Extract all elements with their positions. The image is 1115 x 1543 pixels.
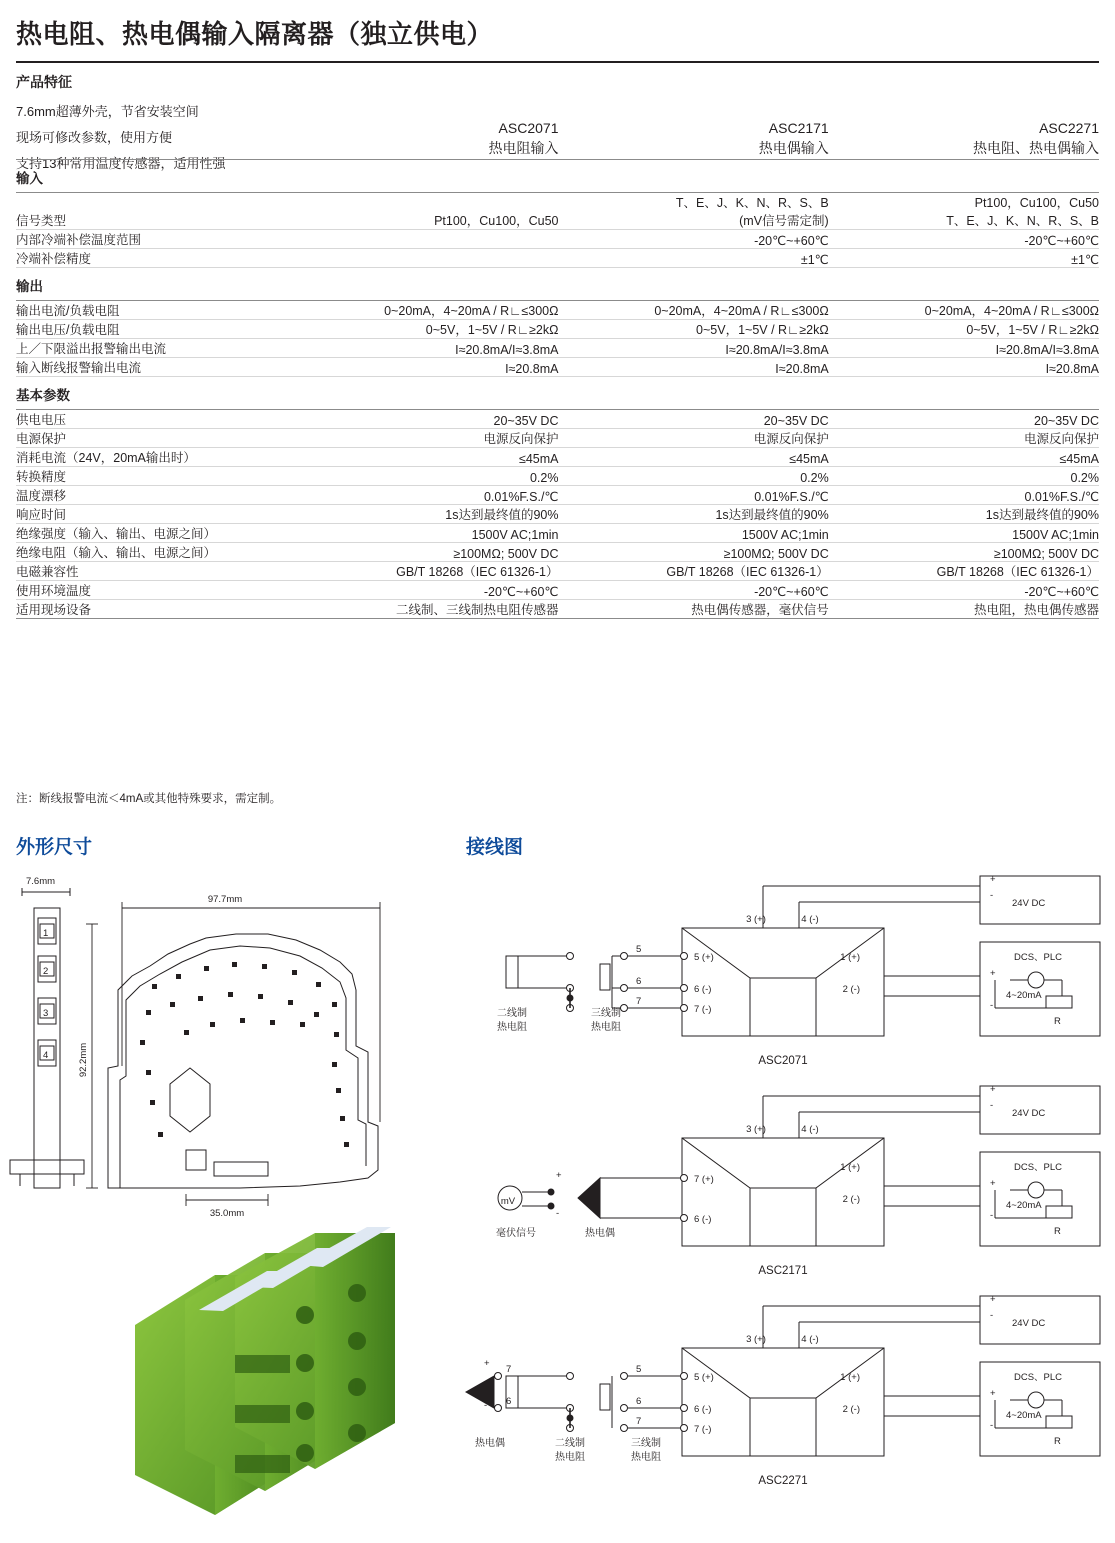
row-value: 1s达到最终值的90% [558,504,828,523]
power-label: 24V DC [1012,1108,1046,1119]
table-row [16,542,1099,561]
section-title: 输出 [16,267,288,300]
row-value [288,229,558,248]
table-footnote: 注：断线报警电流＜4mA或其他特殊要求，需定制。 [16,793,282,805]
dim-length-label: 97.7mm [207,894,243,905]
load-box-label: DCS、PLC [1014,952,1063,963]
output-label: 4~20mA [1006,1410,1042,1421]
section-fill [558,267,828,300]
column-type: 热电阻输入 [488,140,559,157]
wiring-heading: 接线图 [466,837,524,858]
terminal-2-minus: 2 (-) [842,984,860,995]
row-value: 20~35V DC [288,409,558,428]
mv-minus: - [556,1208,560,1219]
diagram-model-3: ASC2271 [758,1475,808,1487]
row-value: 0.2% [288,466,558,485]
row-value: I≈20.8mA/I≈3.8mA [558,338,828,357]
terminal-4-minus: 4 (-) [801,1334,819,1345]
row-label: 输出电压/负载电阻 [16,319,288,338]
src-label-tc3: 热电偶 [475,1438,505,1449]
terminal-2-minus: 2 (-) [842,1194,860,1205]
terminal-6-minus: 6 (-) [694,984,712,995]
terminal-number-4: 4 [43,1050,49,1061]
page-title: 热电阻、热电偶输入隔离器（独立供电） [16,19,494,49]
row-value: 电源反向保护 [558,428,828,447]
section-header-basic [16,376,1099,409]
power-minus: - [990,1100,994,1111]
power-plus: + [990,874,996,885]
row-value: 0~20mA，4~20mA / R∟≤300Ω [829,300,1099,319]
src2-label-b: 热电阻 [591,1022,621,1033]
tc-plus: + [484,1358,490,1369]
row-value: GB/T 18268（IEC 61326-1） [829,561,1099,580]
table-row [16,466,1099,485]
row-value: ≥100MΩ; 500V DC [558,542,828,561]
src1-label-a: 二线制 [497,1008,527,1019]
out-minus: - [990,1000,994,1011]
row-label: 绝缘强度（输入、输出、电源之间） [16,523,288,542]
table-row [16,580,1099,599]
section-fill [829,159,1099,192]
src1-label-b: 热电阻 [497,1022,527,1033]
table-row [16,300,1099,319]
row-value: 1500V AC;1min [558,523,828,542]
row-value: ≤45mA [829,447,1099,466]
row-value: -20℃~+60℃ [288,580,558,599]
dim-depth-label: 35.0mm [209,1208,245,1219]
load-symbol: R [1054,1226,1061,1237]
src-terminal-5: 5 [636,944,642,955]
product-photo [95,1215,425,1535]
feature-item: 现场可修改参数，使用方便 [16,130,173,145]
src4-label-b: 热电阻 [631,1452,661,1463]
table-row [16,447,1099,466]
row-value [288,192,558,229]
terminal-6-minus: 6 (-) [694,1214,712,1225]
terminal-3-plus: 3 (+) [746,1124,766,1135]
column-model: ASC2271 [1039,120,1099,136]
section-header-input [16,159,1099,192]
value-subline: T、E、J、K、N、R、S、B [946,213,1099,228]
title-divider [16,61,1099,63]
terminal-7-minus: 7 (-) [694,1424,712,1435]
row-value [558,192,828,229]
mv-symbol: mV [500,1196,516,1207]
table-row [16,357,1099,376]
row-value: 0.2% [829,466,1099,485]
value-line: Pt100，Cu100，Cu50 [974,195,1099,210]
diagram-model-2: ASC2171 [758,1265,808,1277]
section-fill [829,376,1099,409]
row-label: 适用现场设备 [16,599,288,618]
row-value: -20℃~+60℃ [829,580,1099,599]
row-value: ≤45mA [288,447,558,466]
row-value: GB/T 18268（IEC 61326-1） [288,561,558,580]
row-label: 电源保护 [16,428,288,447]
table-header-row [16,118,1099,159]
section-title: 基本参数 [16,376,288,409]
header-spacer [16,118,288,159]
load-symbol: R [1054,1016,1061,1027]
terminal-number-3: 3 [43,1008,49,1019]
power-plus: + [990,1294,996,1305]
row-value: 二线制、三线制热电阻传感器 [288,599,558,618]
terminal-7-plus: 7 (+) [694,1174,714,1185]
column-header-1 [288,118,558,159]
section-header-output [16,267,1099,300]
terminal-3-plus: 3 (+) [746,914,766,925]
row-value: 0~5V，1~5V / R∟≥2kΩ [558,319,828,338]
wiring-diagrams [450,868,1110,1528]
diagram-model-1: ASC2071 [758,1055,808,1067]
row-value: 1500V AC;1min [829,523,1099,542]
row-value: I≈20.8mA [558,357,828,376]
row-value: ≥100MΩ; 500V DC [829,542,1099,561]
src-label-mv: 毫伏信号 [496,1228,536,1239]
row-value: 0~5V，1~5V / R∟≥2kΩ [829,319,1099,338]
terminal-4-minus: 4 (-) [801,1124,819,1135]
src-terminal-7b: 7 [506,1364,512,1375]
row-value: 0.2% [558,466,828,485]
src3-label-a: 二线制 [555,1438,585,1449]
section-fill [558,376,828,409]
section-fill [558,159,828,192]
row-value: 0~20mA，4~20mA / R∟≤300Ω [288,300,558,319]
table-row [16,523,1099,542]
out-plus: + [990,968,996,979]
terminal-7-minus: 7 (-) [694,1004,712,1015]
row-value: ≥100MΩ; 500V DC [288,542,558,561]
row-value: 电源反向保护 [829,428,1099,447]
row-label: 使用环境温度 [16,580,288,599]
row-value: 20~35V DC [558,409,828,428]
row-value: I≈20.8mA [288,357,558,376]
terminal-6-minus: 6 (-) [694,1404,712,1415]
terminal-1-plus: 1 (+) [840,952,860,963]
feature-item: 支持13种常用温度传感器，适用性强 [16,156,226,171]
out-plus: + [990,1178,996,1189]
row-value: ≤45mA [558,447,828,466]
spec-table-wrapper [16,118,1099,619]
power-label: 24V DC [1012,898,1046,909]
feature-item: 7.6mm超薄外壳，节省安装空间 [16,104,199,119]
row-value: ±1℃ [558,248,828,267]
table-row [16,561,1099,580]
row-value: 热电阻，热电偶传感器 [829,599,1099,618]
row-label: 输入断线报警输出电流 [16,357,288,376]
column-header-2 [558,118,828,159]
row-value: I≈20.8mA/I≈3.8mA [829,338,1099,357]
table-row [16,192,1099,229]
row-value: 1s达到最终值的90% [829,504,1099,523]
column-model: ASC2071 [498,120,559,136]
load-box-label: DCS、PLC [1014,1372,1063,1383]
output-label: 4~20mA [1006,1200,1042,1211]
section-fill [288,376,558,409]
row-label: 输出电流/负载电阻 [16,300,288,319]
column-type: 热电偶输入 [758,140,829,157]
table-row [16,319,1099,338]
section-fill [829,267,1099,300]
row-value: 0~20mA，4~20mA / R∟≤300Ω [558,300,828,319]
power-plus: + [990,1084,996,1095]
row-value: 0.01%F.S./℃ [288,485,558,504]
row-label: 转换精度 [16,466,288,485]
row-value: I≈20.8mA/I≈3.8mA [288,338,558,357]
value-line: Pt100，Cu100，Cu50 [434,213,559,228]
terminal-1-plus: 1 (+) [840,1162,860,1173]
row-value: GB/T 18268（IEC 61326-1） [558,561,828,580]
value-line: T、E、J、K、N、R、S、B [675,195,829,210]
output-label: 4~20mA [1006,990,1042,1001]
row-label: 上／下限溢出报警输出电流 [16,338,288,357]
row-label: 绝缘电阻（输入、输出、电源之间） [16,542,288,561]
row-label: 供电电压 [16,409,288,428]
column-header-3 [829,118,1099,159]
row-value: 电源反向保护 [288,428,558,447]
tc-minus: - [484,1400,488,1411]
table-row [16,428,1099,447]
row-label: 电磁兼容性 [16,561,288,580]
mv-plus: + [556,1170,562,1181]
value-subline: (mV信号需定制) [739,213,829,228]
src-terminal-7: 7 [636,1416,642,1427]
terminal-5-plus: 5 (+) [694,1372,714,1383]
dim-width-label: 7.6mm [26,876,56,887]
row-value: -20℃~+60℃ [558,229,828,248]
column-type: 热电阻、热电偶输入 [973,140,1099,157]
dim-height-label: 92.2mm [78,1042,89,1078]
section-fill [288,159,558,192]
src2-label-a: 三线制 [591,1008,621,1019]
src-terminal-6: 6 [636,1396,642,1407]
table-row [16,229,1099,248]
table-row [16,409,1099,428]
row-value: 20~35V DC [829,409,1099,428]
terminal-5-plus: 5 (+) [694,952,714,963]
table-row [16,485,1099,504]
row-value: 0.01%F.S./℃ [829,485,1099,504]
row-value: ±1℃ [829,248,1099,267]
row-value: 热电偶传感器，毫伏信号 [558,599,828,618]
src3-label-b: 热电阻 [555,1452,585,1463]
terminal-number-2: 2 [43,966,49,977]
power-label: 24V DC [1012,1318,1046,1329]
row-label: 响应时间 [16,504,288,523]
power-minus: - [990,1310,994,1321]
row-label: 内部冷端补偿温度范围 [16,229,288,248]
table-row [16,248,1099,267]
section-title: 输入 [16,159,288,192]
row-value [288,248,558,267]
src-terminal-5: 5 [636,1364,642,1375]
row-value: -20℃~+60℃ [558,580,828,599]
row-value: 0.01%F.S./℃ [558,485,828,504]
column-model: ASC2171 [768,120,829,136]
row-value: -20℃~+60℃ [829,229,1099,248]
row-label: 消耗电流（24V，20mA输出时） [16,447,288,466]
out-plus: + [990,1388,996,1399]
row-value: 0~5V，1~5V / R∟≥2kΩ [288,319,558,338]
terminal-4-minus: 4 (-) [801,914,819,925]
table-row [16,599,1099,618]
dimension-drawing [0,870,460,1240]
src-label-tc: 热电偶 [585,1228,615,1239]
out-minus: - [990,1420,994,1431]
row-label: 信号类型 [16,192,288,229]
out-minus: - [990,1210,994,1221]
table-row [16,338,1099,357]
row-label: 冷端补偿精度 [16,248,288,267]
dimensions-heading: 外形尺寸 [16,837,93,858]
terminal-2-minus: 2 (-) [842,1404,860,1415]
row-value: I≈20.8mA [829,357,1099,376]
src-terminal-7: 7 [636,996,642,1007]
row-value: 1s达到最终值的90% [288,504,558,523]
row-label: 温度漂移 [16,485,288,504]
section-fill [288,267,558,300]
load-symbol: R [1054,1436,1061,1447]
load-box-label: DCS、PLC [1014,1162,1063,1173]
row-value [829,192,1099,229]
power-minus: - [990,890,994,901]
terminal-3-plus: 3 (+) [746,1334,766,1345]
src4-label-a: 三线制 [631,1438,661,1449]
features-heading: 产品特征 [16,74,72,90]
src-terminal-6: 6 [636,976,642,987]
spec-table [16,118,1099,619]
src-terminal-6b: 6 [506,1396,512,1407]
row-value: 1500V AC;1min [288,523,558,542]
terminal-number-1: 1 [43,928,49,939]
terminal-1-plus: 1 (+) [840,1372,860,1383]
table-row [16,504,1099,523]
